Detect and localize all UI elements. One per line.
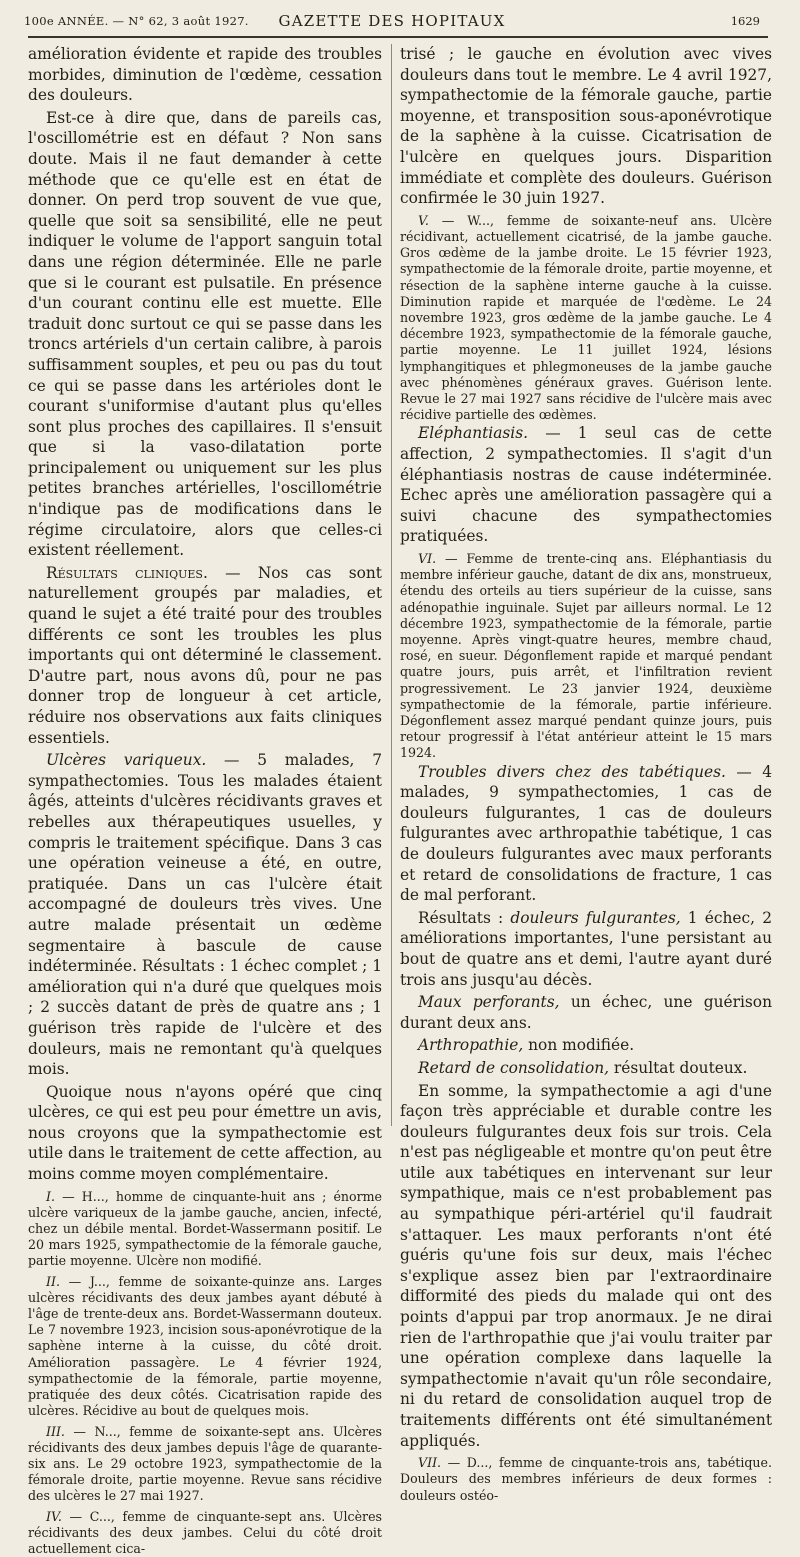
italic-lead: VII. <box>418 1455 442 1471</box>
case-report-paragraph <box>400 213 772 424</box>
paragraph-text: Est-ce à dire que, dans de pareils cas, l'oscillométrie est en défaut ? Non sans doute. Mais il ne faut demander à cette méthode que ce qu'elle est en état de donner. On perd trop souvent de vue que, quelle que soit sa sensibilité, elle ne peut indiquer le volume de l'apport sanguin total dans une région déterminée. Elle ne parle que si le courant est pulsatile. En présence d'un courant continu elle est muette. Elle traduit donc surtout ce qui se passe dans les troncs artériels d'un certain calibre, à parois suffisamment souples, et peu ou pas du tout ce qui se passe dans les artérioles dont le courant s'uniformise d'autant plus qu'elles sont plus proches des capillaires. Il s'ensuit que si la vaso-dilatation porte principalement ou uniquement sur les plus petites branches artérielles, l'oscillométrie n'indique pas de modifications dans le régime circulatoire, alors que celles-ci existent réellement. <box>28 108 382 560</box>
paragraph-text: Quoique nous n'ayons opéré que cinq ulcères, ce qui est peu pour émettre un avis, nous croyons que la sympathectomie est utile dans le traitement de cette affection, au moins comme moyen complémentaire. <box>28 1082 382 1184</box>
paragraph-text: — J..., femme de soixante-quinze ans. Larges ulcères récidivants des deux jambes ayant débuté à l'âge de trente-deux ans. Bordet-Wassermann douteux. Le 7 novembre 1923, incision sous-aponévrotique de la saphène interne à la cuisse, du côté droit. Amélioration passagère. Le 4 février 1924, sympathectomie de la fémorale, partie moyenne, pratiquée des deux côtés. Cicatrisation rapide des ulcères. Récidive au bout de quelques mois. <box>28 1273 382 1419</box>
italic-lead: I. <box>46 1188 55 1204</box>
italic-lead: Retard de consolidation, <box>418 1058 610 1077</box>
paragraph-text: résultat douteux. <box>609 1058 748 1077</box>
body-paragraph <box>400 992 772 1033</box>
italic-lead: Arthropathie, <box>418 1036 524 1055</box>
paragraph-text: non modifiée. <box>523 1036 635 1055</box>
right-column <box>400 44 773 1503</box>
italic-lead: II. <box>46 1273 60 1289</box>
paragraph-text: amélioration évidente et rapide des troubles morbides, diminution de l'œdème, cessation des douleurs. <box>28 45 382 105</box>
paragraph-text: — 5 malades, 7 sympathectomies. Tous les malades étaient âgés, atteints d'ulcères récidivants graves et rebelles aux thérapeutiques usuelles, y compris le traitement spécifique. Dans 3 cas une opération veineuse a été, en outre, pratiquée. Dans un cas l'ulcère était accompagné de douleurs très vives. Une autre malade présentait un œdème segmentaire à bascule de cause indéterminée. Résultats : 1 échec complet ; 1 amélioration qui n'a duré que quelques mois ; 2 succès datant de près de quatre ans ; 1 guérison très rapide de l'ulcère et des douleurs, mais ne remontant qu'à quelques mois. <box>28 751 382 1079</box>
paragraph-text: 1 échec, 2 améliorations importantes, l'une persistant au bout de quatre ans et demi, l'autre ayant duré trois ans jusqu'au décès. <box>400 908 772 989</box>
paragraph-text: En somme, la sympathectomie a agi d'une façon très appréciable et durable contre les douleurs fulgurantes deux fois sur trois. Cela n'est pas négligeable et montre qu'on peut être utile aux tabétiques en intervenant sur leur sympathique, mais ce n'est probablement pas au sympathique péri-artériel qu'il faudrait s'attaquer. Les maux perforants n'ont été guéris qu'une fois sur deux, mais l'échec s'explique assez bien par l'extraordinaire difformité des pieds du malade qui ont des points d'appui par trop anormaux. Je ne dirai rien de l'arthropathie que j'ai voulu traiter par une opération complexe dans laquelle la sympathectomie n'avait qu'un rôle secondaire, ni du retard de consolidation auquel trop de traitements différents ont été simultanément appliqués. <box>400 1081 772 1450</box>
body-paragraph <box>400 423 772 547</box>
italic-lead: IV. <box>46 1508 62 1524</box>
paragraph-text: — D..., femme de cinquante-trois ans, tabétique. Douleurs des membres inférieurs de deux formes : douleurs ostéo- <box>400 1455 772 1503</box>
paragraph-text: — W..., femme de soixante-neuf ans. Ulcère récidivant, actuellement cicatrisé, de la jambe gauche. Gros œdème de la jambe droite. Le 15 février 1923, sympathectomie de la fémorale droite, partie moyenne, et résection de la saphène interne gauche à la cuisse. Diminution rapide et marquée de l'œdème. Le 24 novembre 1923, gros œdème de la jambe gauche. Le 4 décembre 1923, sympathectomie de la fémorale gauche, partie moyenne. Le 11 juillet 1924, lésions lymphangitiques et phlegmoneuses de la jambe gauche avec phénomènes généraux graves. Guérison lente. Revue le 27 mai 1927 sans récidive de l'ulcère mais avec récidive partielle des œdèmes. <box>400 212 772 423</box>
running-header <box>24 6 760 32</box>
paragraph-text: — H..., homme de cinquante-huit ans ; énorme ulcère variqueux de la jambe gauche, ancien, infecté, chez un débile mental. Bordet-Wassermann positif. Le 20 mars 1925, sympathectomie de la fémorale gauche, partie moyenne. Ulcère non modifié. <box>28 1188 382 1269</box>
column-divider <box>391 44 392 1126</box>
page-number: 1629 <box>730 14 760 28</box>
body-paragraph <box>28 750 382 1080</box>
body-paragraph <box>28 108 382 561</box>
body-paragraph <box>400 44 772 209</box>
body-paragraph <box>400 908 772 990</box>
left-column <box>28 44 382 1556</box>
journal-title: GAZETTE DES HOPITAUX <box>278 12 506 30</box>
italic-lead: Ulcères variqueux. <box>46 751 207 770</box>
lead-text: Résultats : <box>418 908 511 927</box>
italic-lead: Eléphantiasis. <box>418 424 529 443</box>
italic-lead: Troubles divers chez des tabétiques. <box>418 762 726 781</box>
body-paragraph <box>400 762 772 906</box>
paragraph-text: — 4 malades, 9 sympathectomies, 1 cas de douleurs fulgurantes, 1 cas de douleurs fulgurantes avec arthropathie tabétique, 1 cas de douleurs fulgurantes avec maux perforants et retard de consolidations de fracture, 1 cas de mal perforant. <box>400 762 773 905</box>
paragraph-text: — C..., femme de cinquante-sept ans. Ulcères récidivants des deux jambes. Celui du côté droit actuellement cica- <box>28 1508 382 1556</box>
body-paragraph <box>28 563 382 748</box>
case-report-paragraph <box>28 1274 382 1420</box>
paragraph-text: — Nos cas sont naturellement groupés par maladies, et quand le sujet a été traité pour des troubles différents ce sont les troubles les plus importants qui ont déterminé le classement. D'autre part, nous avons dû, pour ne pas donner trop de longueur à cet article, réduire nos observations aux faits cliniques essentiels. <box>28 563 382 747</box>
paragraph-text: un échec, une guérison durant deux ans. <box>400 993 772 1032</box>
paragraph-text: — N..., femme de soixante-sept ans. Ulcères récidivants des deux jambes depuis l'âge de quarante-six ans. Le 29 octobre 1923, sympathectomie de la fémorale droite, partie moyenne. Revue sans récidive des ulcères le 27 mai 1927. <box>28 1423 382 1504</box>
italic-lead: III. <box>46 1423 65 1439</box>
body-paragraph <box>28 1082 382 1185</box>
case-report-paragraph <box>28 1189 382 1270</box>
italic-lead: V. <box>418 212 429 228</box>
body-paragraph <box>400 1081 772 1452</box>
section-heading: Résultats cliniques. <box>46 563 208 582</box>
paragraph-text: trisé ; le gauche en évolution avec vives douleurs dans tout le membre. Le 4 avril 1927, sympathectomie de la fémorale gauche, partie moyenne, et transposition sous-aponévrotique de la saphène à la cuisse. Cicatrisation de l'ulcère en quelques jours. Disparition immédiate et complète des douleurs. Guérison confirmée le 30 juin 1927. <box>400 45 772 208</box>
body-paragraph <box>400 1035 772 1056</box>
body-paragraph <box>28 44 382 106</box>
paragraph-text: — Femme de trente-cinq ans. Eléphantiasis du membre inférieur gauche, datant de dix ans, monstrueux, étendu des orteils au tiers supérieur de la cuisse, sans adénopathie inguinale. Sujet par ailleurs normal. Le 12 décembre 1923, sympathectomie de la fémorale, partie moyenne. Après vingt-quatre heures, membre chaud, rosé, en sueur. Dégonflement rapide et marqué pendant quatre jours, puis arrêt, et l'infiltration revient progressivement. Le 23 janvier 1924, deuxième sympathectomie de la fémorale, partie inférieure. Dégonflement assez marqué pendant quinze jours, puis retour progressif à l'état antérieur atteint le 15 mars 1924. <box>400 550 772 761</box>
italic-lead: Maux perforants, <box>418 993 560 1012</box>
issue-line: 100e ANNÉE. — N° 62, 3 août 1927. <box>24 14 249 28</box>
italic-lead: douleurs fulgurantes, <box>510 908 681 927</box>
case-report-paragraph <box>28 1424 382 1505</box>
case-report-paragraph <box>28 1509 382 1557</box>
case-report-paragraph <box>400 1455 772 1504</box>
paragraph-text: — 1 seul cas de cette affection, 2 sympathectomies. Il s'agit d'un éléphantiasis nostras de cause indéterminée. Echec après une amélioration passagère qui a suivi chacune des sympathectomies pratiquées. <box>400 424 772 546</box>
header-rule <box>28 36 768 38</box>
italic-lead: VI. <box>418 550 437 566</box>
body-paragraph <box>400 1058 772 1079</box>
case-report-paragraph <box>400 551 772 762</box>
